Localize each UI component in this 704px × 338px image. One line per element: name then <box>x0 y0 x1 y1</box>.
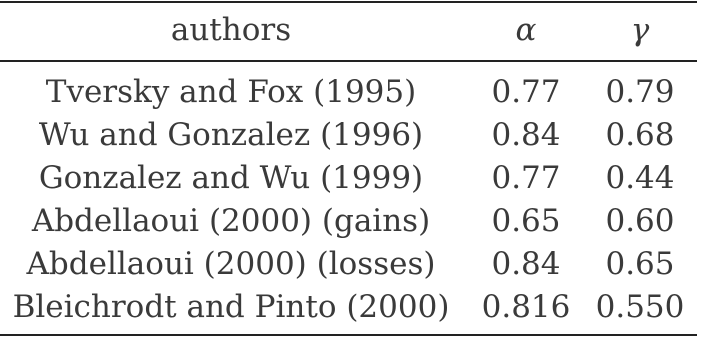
header-authors: authors <box>170 12 292 48</box>
row-authors: Gonzalez and Wu (1999) <box>38 160 424 196</box>
row-authors: Abdellaoui (2000) (gains) <box>31 203 431 239</box>
row-gamma: 0.79 <box>605 74 675 110</box>
row-alpha: 0.77 <box>491 74 561 110</box>
row-authors: Bleichrodt and Pinto (2000) <box>12 289 450 325</box>
row-gamma: 0.65 <box>605 246 675 282</box>
row-alpha: 0.65 <box>491 203 561 239</box>
row-authors: Tversky and Fox (1995) <box>45 74 417 110</box>
row-alpha: 0.816 <box>481 289 571 325</box>
row-gamma: 0.68 <box>605 117 675 153</box>
row-gamma: 0.550 <box>595 289 685 325</box>
bottom-rule <box>0 334 697 336</box>
row-authors: Wu and Gonzalez (1996) <box>38 117 424 153</box>
row-alpha: 0.84 <box>491 117 561 153</box>
header-rule <box>0 60 697 62</box>
header-gamma: γ <box>630 12 650 48</box>
header-alpha: α <box>515 12 537 48</box>
row-authors: Abdellaoui (2000) (losses) <box>26 246 436 282</box>
row-alpha: 0.84 <box>491 246 561 282</box>
row-alpha: 0.77 <box>491 160 561 196</box>
row-gamma: 0.60 <box>605 203 675 239</box>
top-rule <box>0 1 697 3</box>
row-gamma: 0.44 <box>605 160 675 196</box>
